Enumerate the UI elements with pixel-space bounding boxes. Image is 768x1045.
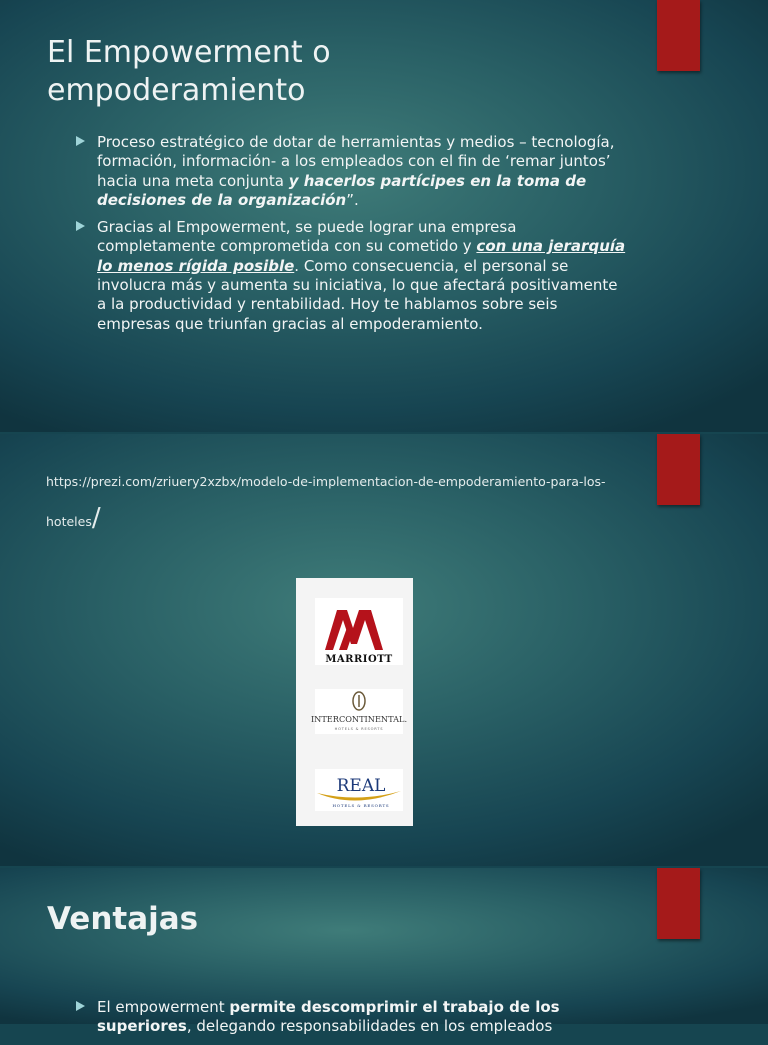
intercontinental-logo: [310, 689, 408, 734]
real-subtext: HOTELS & RESORTS: [332, 803, 390, 808]
bullet-arrow-icon: [76, 136, 85, 146]
marriott-m-icon: [315, 598, 403, 665]
bullet-emphasis: y hacerlos partícipes en la toma de decisiones de la organización: [97, 171, 587, 209]
bullet-arrow-icon: [76, 1001, 85, 1011]
accent-tab: [657, 434, 700, 505]
bullet-list: [79, 998, 629, 1045]
source-link[interactable]: [46, 463, 636, 540]
logos-panel: [296, 578, 413, 826]
marriott-logo: [315, 598, 403, 665]
bullet-end: ”.: [346, 190, 359, 209]
intercontinental-crest-icon: [310, 689, 408, 734]
title-line-2: empoderamiento: [47, 73, 306, 108]
real-wordmark: REAL: [336, 776, 386, 796]
bullet-emphasis: permite descomprimir el trabajo de los superiores: [97, 998, 560, 1036]
bullet-arrow-icon: [76, 221, 85, 231]
slide-2: [0, 434, 768, 866]
bullet-item: [79, 218, 629, 334]
bullet-end: . Como consecuencia, el personal se involucra más y aumenta su iniciativa, lo que afectará positivamente a la productividad y rentabilidad. Hoy te hablamos sobre seis empresas que triunfan gracias al empoderamiento.: [97, 256, 618, 333]
bullet-text: El empowerment: [97, 998, 230, 1016]
slide-3: [0, 868, 768, 1036]
bullet-emphasis: con una jerarquía lo menos rígida posible: [97, 237, 626, 275]
marriott-wordmark: MARRIOTT: [325, 654, 393, 665]
intercontinental-wordmark: INTERCONTINENTAL.: [310, 714, 408, 724]
accent-tab: [657, 0, 700, 71]
intercontinental-subtext: HOTELS & RESORTS: [334, 727, 384, 731]
bullet-text: Proceso estratégico de dotar de herramientas y medios – tecnología, formación, información- a los empleados con el fin de ‘remar juntos’ hacia una meta conjunta: [97, 133, 615, 190]
bullet-list: [79, 133, 629, 342]
accent-tab: [657, 868, 700, 939]
bullet-end: , delegando responsabilidades en los empleados: [186, 1017, 553, 1036]
real-logo: [315, 769, 403, 811]
link-text[interactable]: https://prezi.com/zriuery2xzbx/modelo-de-implementacion-de-empoderamiento-para-los-hoteles: [46, 474, 606, 529]
slide-title: Ventajas: [47, 901, 199, 937]
link-slash: /: [91, 503, 101, 533]
title-line-1: El Empowerment o: [47, 35, 331, 70]
bullet-item: [79, 133, 629, 210]
bullet-text: Gracias al Empowerment, se puede lograr una empresa completamente comprometida con su cometido y: [97, 218, 517, 256]
slide-title: [47, 34, 331, 110]
bullet-item: [79, 998, 629, 1037]
slide-1: [0, 0, 768, 432]
real-swoosh-icon: [315, 769, 403, 811]
